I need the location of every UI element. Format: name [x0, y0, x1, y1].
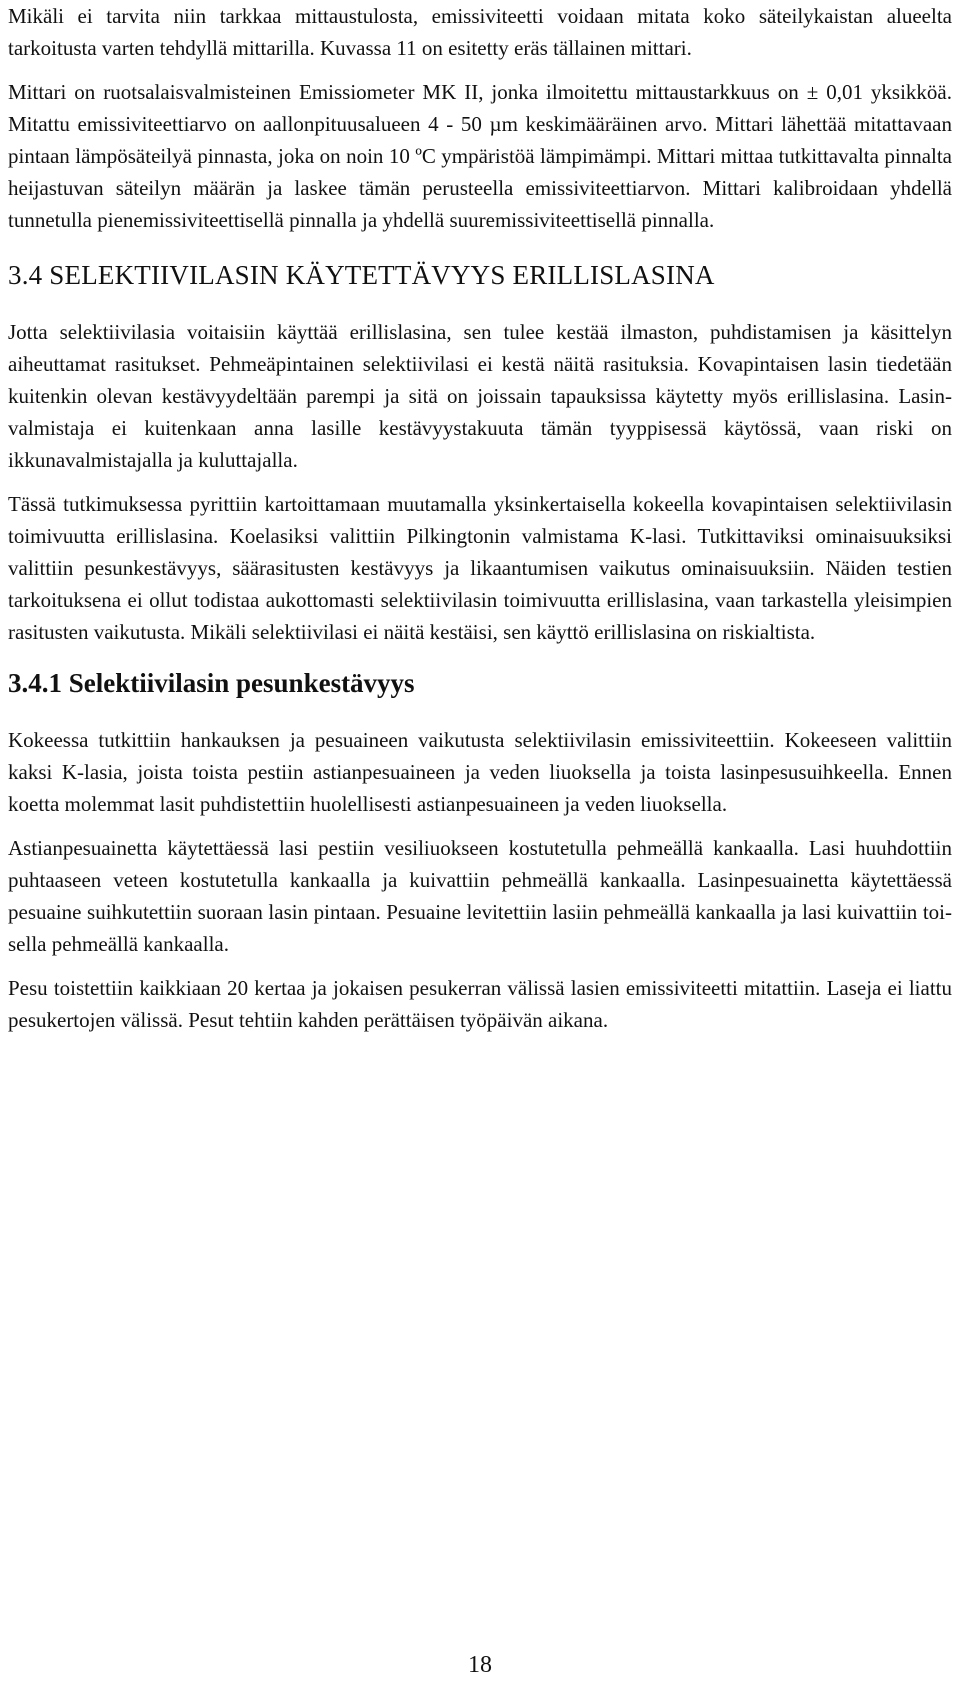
- body-paragraph: Mikäli ei tarvita niin tarkkaa mittaustulosta, emissiviteetti voidaan mitata koko säteilykaistan alueelta tarkoitusta varten tehdyllä mittarilla. Kuvassa 11 on esitetty eräs tällainen mittari.: [8, 4, 952, 60]
- body-paragraph: Jotta selektiivilasia voitaisiin käyttää erillislasina, sen tulee kestää ilmaston, puhdistamisen ja käsittelyn aiheuttamat rasitukset. Pehmeäpintainen selektiivilasi ei kestä näitä rasituksia. Kovapintaisen lasin tiedetään kuitenkin olevan kestävyydeltään parempi ja sitä on joissain tapauksissa käytetty myös erillislasina. Lasinvalmistaja ei kuitenkaan anna lasille kestävyystakuuta tämän tyyppisessä käytössä, vaan riski on ikkunavalmistajalla ja kuluttajalla.: [8, 320, 952, 472]
- section-heading: 3.4 SELEKTIIVILASIN KÄYTETTÄVYYS ERILLISLASINA: [8, 260, 715, 290]
- body-paragraph: Tässä tutkimuksessa pyrittiin kartoittamaan muutamalla yksinkertaisella kokeella kovapintaisen selektiivilasin toimivuutta erillislasina. Koelasiksi valittiin Pilkingtonin valmistama K-lasi. Tutkittaviksi ominaisuuksiksi valittiin pesunkestävyys, säärasitusten kestävyys ja likaantumisen vaikutus ominaisuuksiin. Näiden testien tarkoituksena ei ollut todistaa aukottomasti selektiivilasin toimivuutta erillislasina, vaan tarkastella yleisimpien rasitusten vaikutusta. Mikäli selektiivilasi ei näitä kestäisi, sen käyttö erillislasina on riskialtista.: [8, 492, 952, 644]
- body-paragraph: Pesu toistettiin kaikkiaan 20 kertaa ja jokaisen pesukerran välissä lasien emissiviteetti mitattiin. Laseja ei liattu pesukertojen välissä. Pesut tehtiin kahden perättäisen työpäivän aikana.: [8, 976, 952, 1032]
- body-paragraph: Mittari on ruotsalaisvalmisteinen Emissiometer MK II, jonka ilmoitettu mittaustarkkuus on ± 0,01 yksikköä. Mitattu emissiviteettiarvo on aallonpituusalueen 4 - 50 µm keskimääräinen arvo. Mittari lähettää mitattavaan pintaan lämpösäteilyä pinnasta, joka on noin 10 ºC ympäristöä lämpimämpi. Mittari mittaa tutkittavalta pinnalta heijastuvan säteilyn määrän ja laskee tämän perusteella emissiviteettiarvon. Mittari kalibroidaan yhdellä tunnetulla pienemissiviteettisellä pinnalla ja yhdellä suuremissiviteettisellä pinnalla.: [8, 80, 952, 232]
- subsection-heading: 3.4.1 Selektiivilasin pesunkestävyys: [8, 668, 415, 698]
- document-page: [8, 0, 952, 1036]
- page-number: 18: [468, 1652, 492, 1678]
- body-paragraph: Astianpesuainetta käytettäessä lasi pestiin vesiliuokseen kostutetulla pehmeällä kankaalla. Lasi huuhdottiin puhtaaseen veteen kostutetulla kankaalla ja kuivattiin pehmeällä kankaalla. Lasinpesuainetta käytettäessä pesuaine suihkutettiin suoraan lasin pintaan. Pesuaine levitettiin lasiin pehmeällä kankaalla ja lasi kuivattiin toisella pehmeällä kankaalla.: [8, 836, 952, 956]
- body-paragraph: Kokeessa tutkittiin hankauksen ja pesuaineen vaikutusta selektiivilasin emissiviteettiin. Kokeeseen valittiin kaksi K-lasia, joista toista pestiin astianpesuaineen ja veden liuoksella ja toista lasinpesusuihkeella. Ennen koetta molemmat lasit puhdistettiin huolellisesti astianpesuaineen ja veden liuoksella.: [8, 728, 952, 816]
